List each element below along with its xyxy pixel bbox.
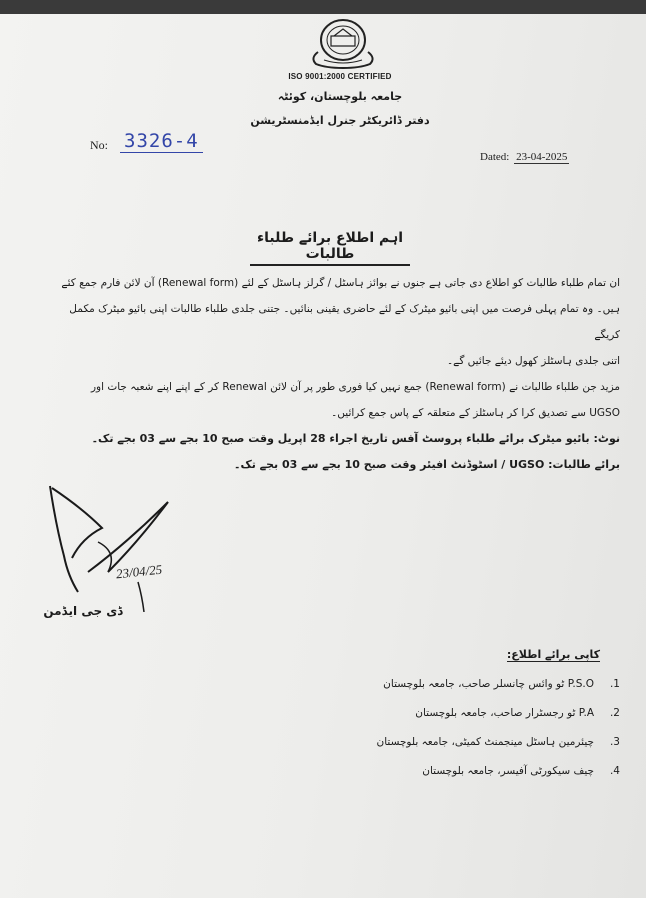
copy-heading-text: کاپی برائے اطلاع: xyxy=(506,648,600,661)
iso-certification: ISO 9001:2000 CERTIFIED xyxy=(288,72,392,81)
paragraph-line: اتنی جلدی ہاسٹلز کھول دیئے جائیں گے۔ xyxy=(447,355,620,367)
reference-number: 3326-4 xyxy=(120,130,203,153)
handwritten-signature xyxy=(38,482,218,612)
list-item xyxy=(300,707,620,736)
list-text: P.A ٹو رجسٹرار صاحب، جامعہ بلوچستان xyxy=(415,707,594,719)
notice-heading: اہم اطلاع برائے طلباء طالبات xyxy=(250,230,410,266)
date-label: Dated: xyxy=(480,151,510,163)
paragraph-line: مزید جن طلباء طالبات نے (Renewal form) جمع نہیں کیا فوری طور پر آن لائن Renewal کر کے اپنے اپنے شعبہ جات اور xyxy=(90,381,620,393)
date-value: 23-04-2025 xyxy=(516,151,568,163)
list-number: .1 xyxy=(609,678,620,690)
list-number: .4 xyxy=(609,765,620,777)
signature-date: 23/04/25 xyxy=(115,561,163,582)
office-name: دفتر ڈائریکٹر جنرل ایڈمنسٹریشن xyxy=(250,114,430,127)
date-line xyxy=(478,151,569,163)
list-text: P.S.O ٹو وائس چانسلر صاحب، جامعہ بلوچستان xyxy=(383,678,594,690)
copy-list xyxy=(300,678,620,794)
list-number: .2 xyxy=(609,707,620,719)
list-item xyxy=(300,736,620,765)
notice-body xyxy=(60,270,620,478)
list-item xyxy=(300,678,620,707)
paragraph-line: UGSO سے تصدیق کرا کر ہاسٹلز کے متعلقہ کے پاس جمع کرائیں۔ xyxy=(331,407,620,419)
list-item xyxy=(300,765,620,794)
reference-label: No: xyxy=(90,138,108,152)
paragraph-line: ہیں۔ وہ تمام پہلی فرصت میں اپنی بائیو میٹرک کے لئے حاضری یقینی بنائیں۔ جتنی جلدی طلباء طالبات اپنی بائیو میٹرک مکمل کریگے xyxy=(69,303,620,341)
list-number: .3 xyxy=(609,736,620,748)
letter-page xyxy=(0,14,646,898)
copy-heading xyxy=(480,648,600,661)
paragraph-line: ان تمام طلباء طالبات کو اطلاع دی جاتی ہے جنوں نے بوائز ہاسٹل / گرلز ہاسٹل کے لئے (Renewal form) آن لائن فارم جمع کئے xyxy=(61,277,620,289)
list-text: چیئرمین ہاسٹل مینجمنٹ کمیٹی، جامعہ بلوچستان xyxy=(376,736,594,748)
university-name: جامعہ بلوچستان، کوئٹہ xyxy=(277,90,403,103)
signatory-designation: ڈی جی ایڈمن xyxy=(43,604,123,618)
note-line: برائے طالبات: UGSO / اسٹوڈنٹ افیئر وقت صبح 10 بجے سے 03 بجے تک۔ xyxy=(234,458,620,471)
list-text: چیف سیکورٹی آفیسر، جامعہ بلوچستان xyxy=(422,765,594,777)
note-line: نوٹ: بائیو میٹرک برائے طلباء پروسٹ آفس تاریخ اجراء 28 اپریل وقت صبح 10 بجے سے 03 بجے تک۔ xyxy=(91,432,620,445)
